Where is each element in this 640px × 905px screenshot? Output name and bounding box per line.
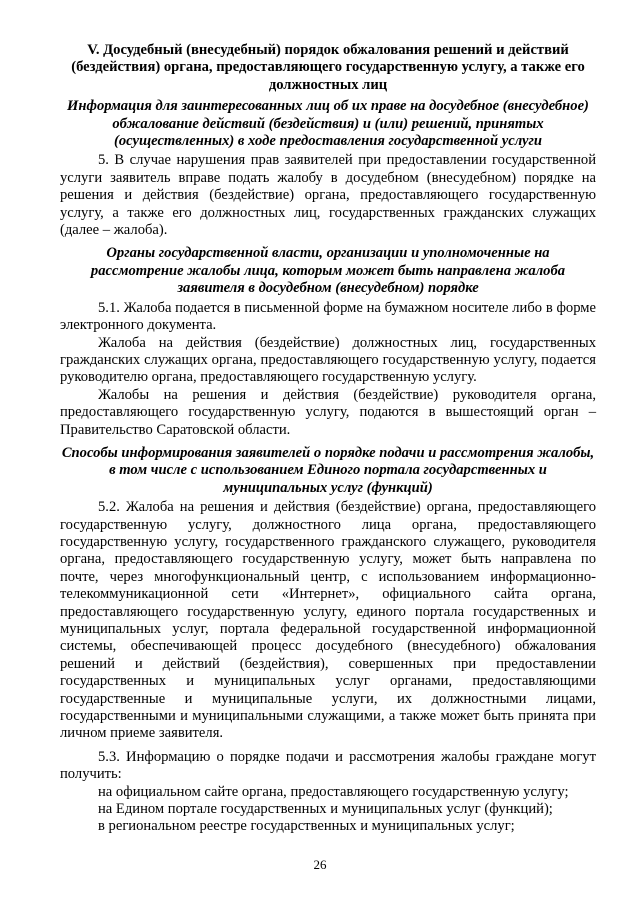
list-item: на Едином портале государственных и муниципальных услуг (функций);: [98, 801, 553, 818]
list-item: на официальном сайте органа, предоставляющего государственную услугу;: [98, 783, 569, 800]
paragraph-5-2: 5.2. Жалоба на решения и действия (бездействие) органа, предоставляющего государственную услугу, должностного лица органа, предоставляющего государственную услугу, государственного гражданского служащего, руководителя органа, предоставляющего государственную услугу, может быть направлена по почте, через многофункциональный центр, с использованием информационно-телекоммуникационной сети «Интернет», официального сайта органа, предоставляющего государственную услугу, единого портала государственных и муниципальных услуг, портала федеральной государственной информационной системы, обеспечивающей процесс досудебного (внесудебного) обжалования решений и действий (бездействия), совершенных при предоставлении государственных и муниципальных услуг органами, предоставляющими государственные и муниципальные услуги, их должностными лицами, государственными и муниципальными служащими, а также может быть принята при личном приеме заявителя.: [60, 499, 596, 742]
section-heading-authorities: Органы государственной власти, организации и уполномоченные на рассмотрение жалобы лица, которым может быть направлена жалоба заявителя в досудебном (внесудебном) порядке: [90, 245, 566, 297]
paragraph-5-1-officials: Жалоба на действия (бездействие) должностных лиц, государственных гражданских служащих органа, предоставляющего государственную услугу, подается руководителю органа, предоставляющего государственную услугу.: [60, 334, 596, 386]
document-page: [60, 42, 596, 836]
chapter-title: V. Досудебный (внесудебный) порядок обжалования решений и действий (бездействия) органа, предоставляющего государственную услугу, а также его должностных лиц: [71, 42, 585, 93]
section-heading-rights: Информация для заинтересованных лиц об их праве на досудебное (внесудебное) обжалование действий (бездействия) и (или) решений, принятых (осуществленных) в ходе предоставления государственной услуги: [67, 98, 589, 150]
page-number: 26: [313, 857, 327, 872]
paragraph-5-3: 5.3. Информацию о порядке подачи и рассмотрения жалобы граждане могут получить:: [60, 748, 596, 783]
paragraph-5-1-head: Жалобы на решения и действия (бездействие) руководителя органа, предоставляющего государственную услугу, подаются в вышестоящий орган – Правительство Саратовской области.: [60, 386, 596, 438]
paragraph-5: 5. В случае нарушения прав заявителей при предоставлении государственной услуги заявитель вправе подать жалобу в досудебном (внесудебном) порядке на решения и действия (бездействие) органа, предоставляющего государственную услугу, а также его должностных лиц, государственных гражданских служащих (далее – жалоба).: [60, 152, 596, 239]
list-item: в региональном реестре государственных и муниципальных услуг;: [98, 818, 515, 835]
paragraph-5-1: 5.1. Жалоба подается в письменной форме на бумажном носителе либо в форме электронного документа.: [60, 299, 596, 334]
section-heading-informing: Способы информирования заявителей о порядке подачи и рассмотрения жалобы, в том числе с использованием Единого портала государственных и муниципальных услуг (функций): [61, 444, 595, 496]
